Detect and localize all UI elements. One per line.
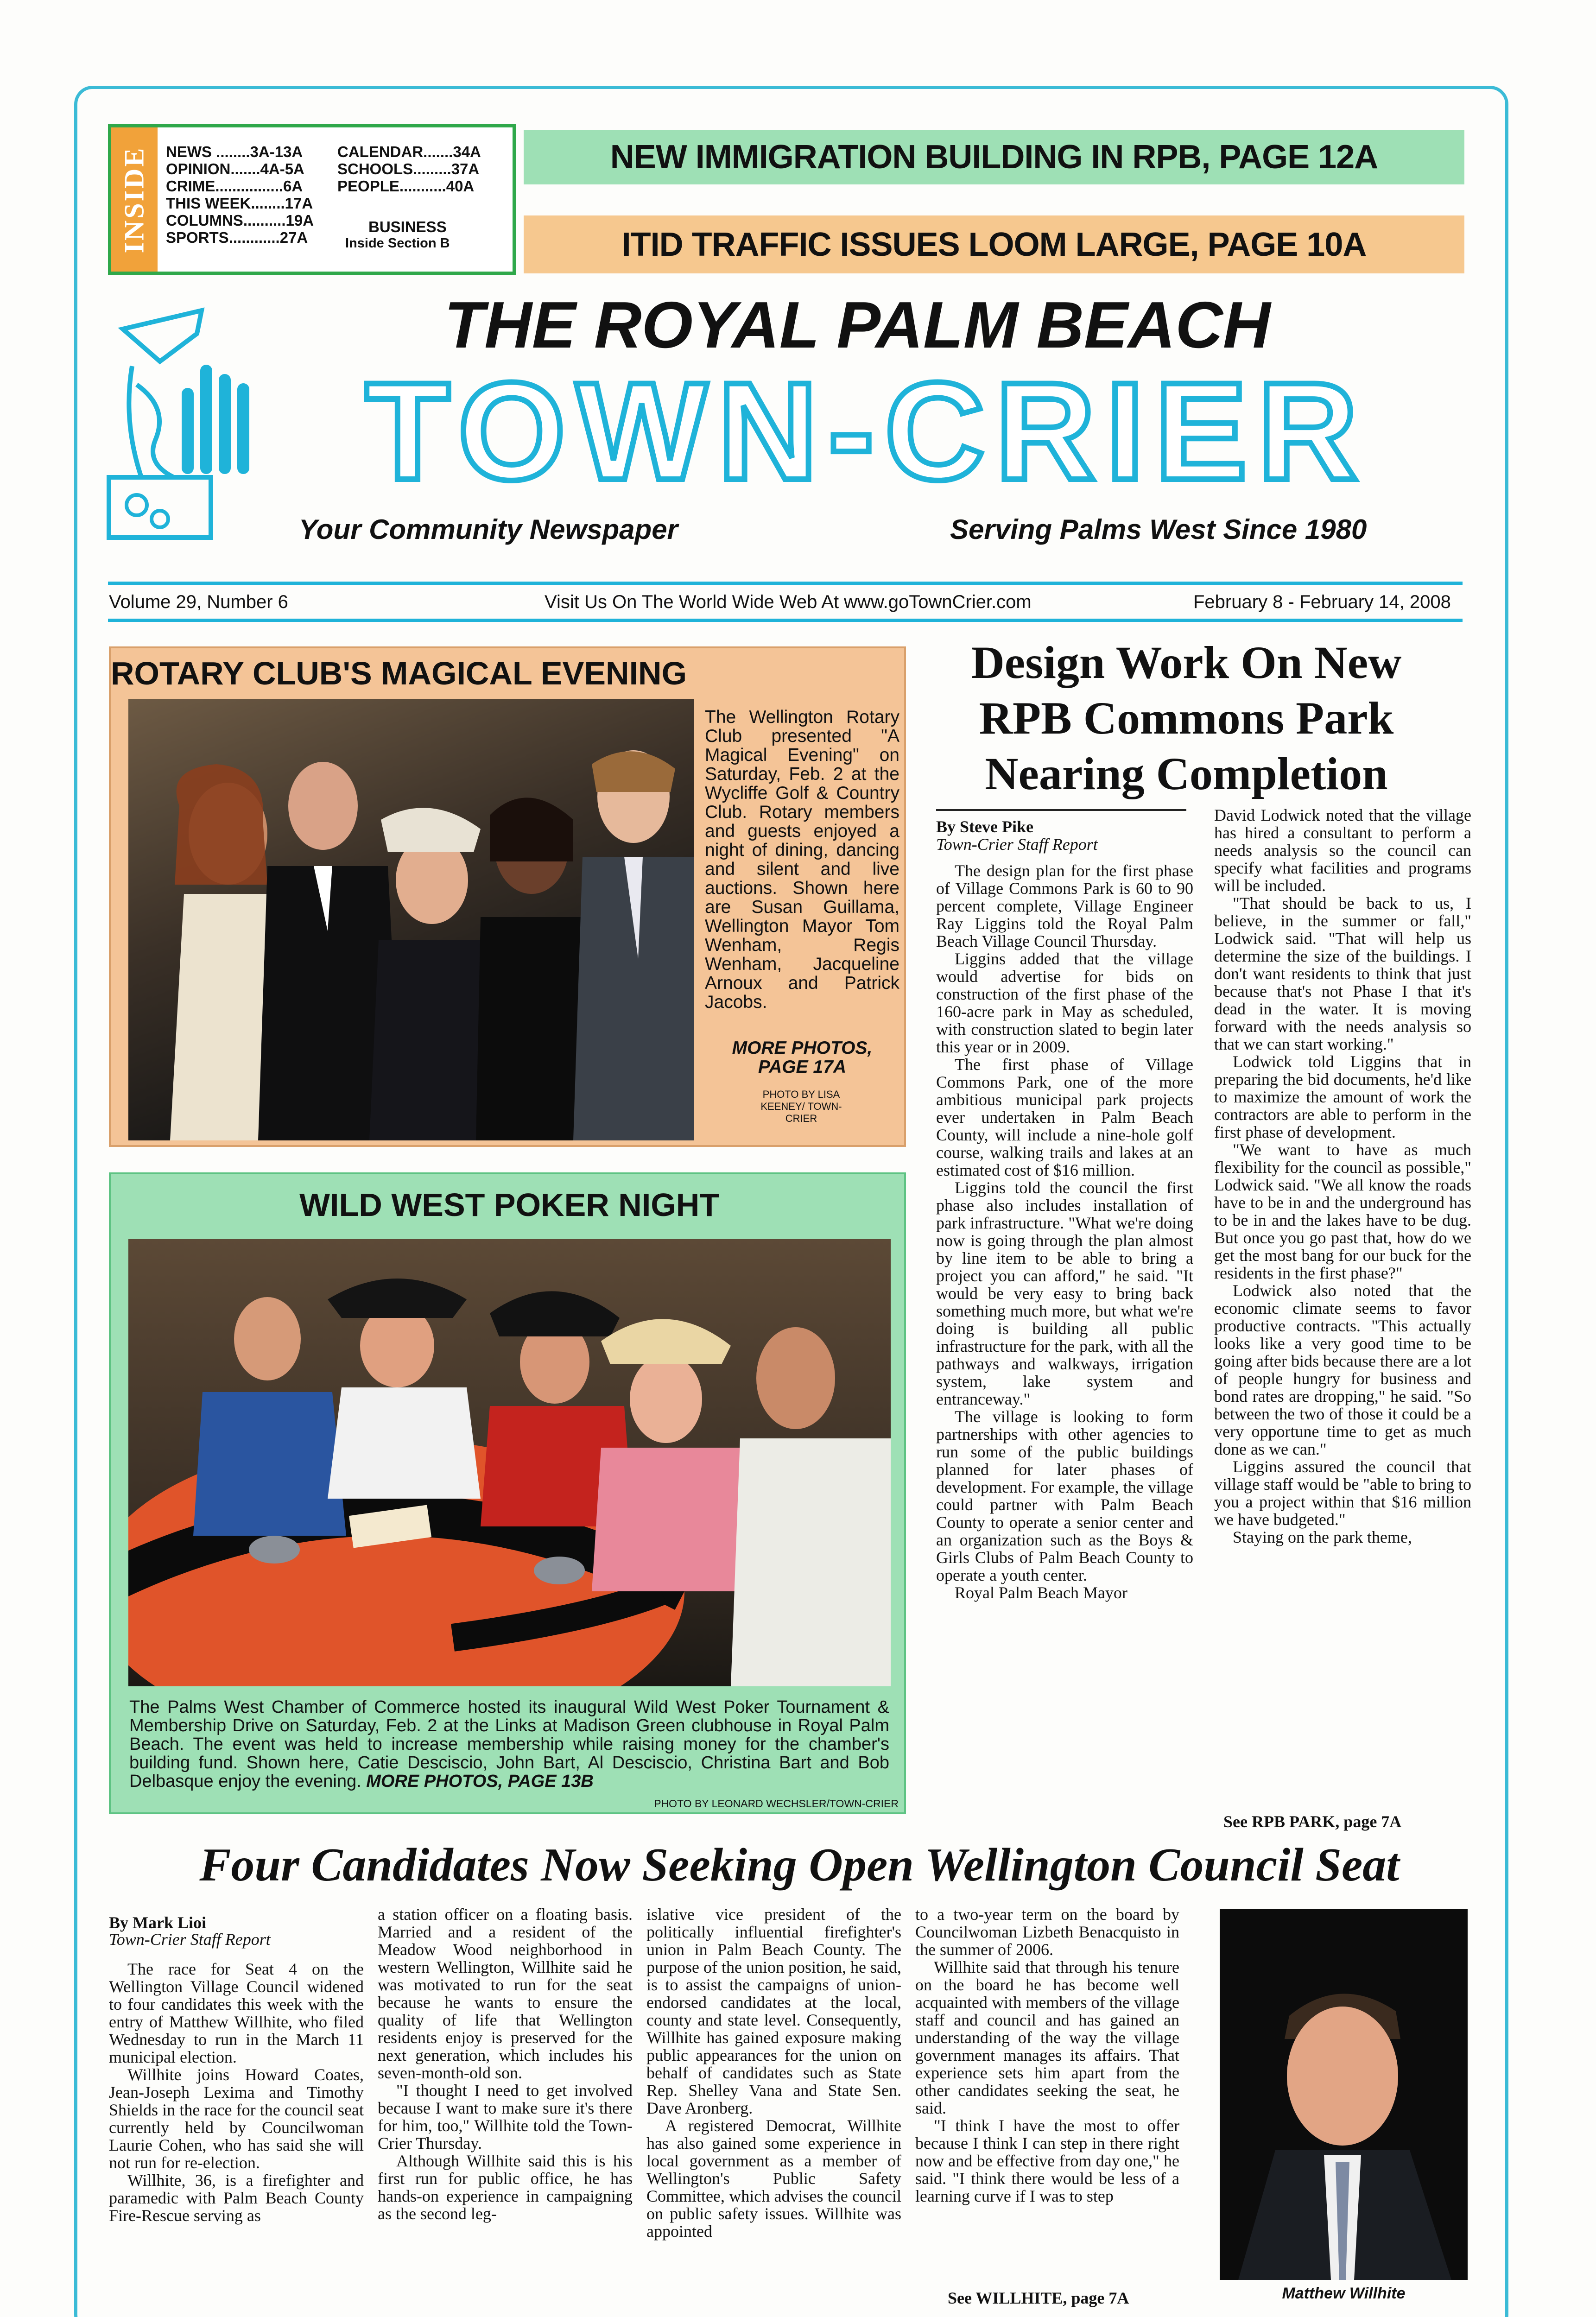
council-column-3 xyxy=(646,1906,901,2240)
council-headline[interactable]: Four Candidates Now Seeking Open Wellington Council Seat xyxy=(199,1839,1400,1891)
paragraph: The first phase of Village Commons Park, one of the more ambitious municipal park projects ever undertaken in Palm Beach County, will include a nine-hole golf course, walking trails and lakes at an estimated cost of $16 million. xyxy=(936,1055,1193,1179)
poker-caption-text: The Palms West Chamber of Commerce hosted its inaugural Wild West Poker Tournament & Membership Drive on Saturday, Feb. 2 at the Links at Madison Green clubhouse in Royal Palm Beach. The event was held to increase membership while raising money for the chamber's building fund. Shown here, Catie Desciscio, John Bart, Al Desciscio, Christina Bart and Bob Delbasque enjoy the evening. xyxy=(129,1697,889,1791)
paragraph: to a two-year term on the board by Councilwoman Lizbeth Benacquisto in the summer of 2006. xyxy=(915,1905,1179,1959)
crier-logo xyxy=(104,301,290,542)
paragraph: "We want to have as much flexibility for the council as possible," Lodwick said. "We all know the roads have to be in and the underground has to be in and the lakes have to be dug. But once you go past that, how do we get the most bang for our buck for the residents in the first phase?" xyxy=(1214,1140,1471,1282)
park-headline[interactable]: Design Work On New RPB Commons Park Nearing Completion xyxy=(971,637,1402,799)
paragraph: David Lodwick noted that the village has hired a consultant to perform a needs analysis so the council can specify what facilities and programs will be included. xyxy=(1214,806,1471,895)
rotary-title: ROTARY CLUB'S MAGICAL EVENING xyxy=(111,655,687,691)
masthead-rule-top xyxy=(108,582,1463,585)
paragraph: islative vice president of the politically influential firefighter's union in Palm Beach County. The purpose of the union position, he said, is to assist the campaigns of union-endorsed candidates at the local, county and state level. Consequently, Willhite has gained exposure making public appearances for the union on behalf of candidates such as State Rep. Shelley Vana and State Sen. Dave Aronberg. xyxy=(646,1905,901,2117)
inside-index-box xyxy=(108,124,516,275)
paragraph: Lodwick also noted that the economic climate seems to favor productive contracts. "This actually looks like a very good time to be going after bids because there are a lot of people hungry for business and bond rates are dropping," he said. "So between the two of those it could be a very opportune time to get as much done as we can." xyxy=(1214,1281,1471,1458)
paragraph: "I think I have the most to offer because I think I can step in there right now and be effective from day one," he said. "I think there would be less of a learning curve if I was to step xyxy=(915,2116,1179,2205)
council-byline: By Mark Lioi xyxy=(109,1913,207,1932)
paragraph: Willhite said that through his tenure on the board he has become well acquainted with members of the village staff and council and has gained an understanding of the way the village government manages its affairs. That experience sets him apart from the other candidates seeking the seat, he said. xyxy=(915,1958,1179,2117)
banner-itid[interactable]: ITID TRAFFIC ISSUES LOOM LARGE, PAGE 10A xyxy=(524,215,1464,273)
park-byline-rule xyxy=(936,809,1186,811)
paragraph: "That should be back to us, I believe, in the summer or fall," Lodwick said. "That will help us determine the size of the buildings. I don't want residents to think that just because that's not Phase I that it's dead in the water. It is moving forward with the needs analysis so that we can start working." xyxy=(1214,894,1471,1053)
park-byline: By Steve Pike xyxy=(936,817,1033,836)
masthead-title-top: THE ROYAL PALM BEACH xyxy=(444,288,1271,362)
council-column-2 xyxy=(378,1906,633,2222)
volume-number: Volume 29, Number 6 xyxy=(109,592,288,612)
rotary-caption: The Wellington Rotary Club presented "A Magical Evening" on Saturday, Feb. 2 at the Wycliffe Golf & Country Club. Rotary members and guests enjoyed a night of dining, dancing and silent and live auctions. Shown here are Susan Guillama, Wellington Mayor Tom Wenham, Regis Wenham, Jacqueline Arnoux and Patrick Jacobs. xyxy=(705,707,899,1012)
paragraph: A registered Democrat, Willhite has also gained some experience in local government as a member of Wellington's Public Safety Committee, which advises the council on public safety issues. Willhite was appointed xyxy=(646,2116,901,2241)
paragraph: The race for Seat 4 on the Wellington Village Council widened to four candidates this week with the entry of Matthew Willhite, who filed Wednesday to run in the March 11 municipal election. xyxy=(109,1960,364,2066)
website-line[interactable]: Visit Us On The World Wide Web At www.goTownCrier.com xyxy=(545,592,1032,612)
masthead-title-big: TOWN-CRIER xyxy=(365,353,1368,509)
tagline-right: Serving Palms West Since 1980 xyxy=(950,514,1367,545)
paragraph: "I thought I need to get involved because I want to make sure it's there for him, too," Willhite told the Town-Crier Thursday. xyxy=(378,2081,633,2152)
poker-photo-box xyxy=(109,1172,906,1814)
poker-photo-credit: PHOTO BY LEONARD WECHSLER/TOWN-CRIER xyxy=(654,1798,899,1810)
paragraph: a station officer on a floating basis. Married and a resident of the Meadow Wood neighborhood in western Wellington, Willhite said he was motivated to run for the seat because he wants to ensure the quality of life that Wellington residents enjoy is preserved for the next generation, which includes his seven-month-old son. xyxy=(378,1905,633,2082)
paragraph: Royal Palm Beach Mayor xyxy=(955,1583,1127,1602)
rotary-photo xyxy=(128,699,694,1140)
council-jump-link[interactable]: See WILLHITE, page 7A xyxy=(948,2289,1129,2307)
paragraph: Staying on the park theme, xyxy=(1233,1528,1412,1546)
index-business-sub: Inside Section B xyxy=(345,236,450,251)
index-column-2: CALENDAR.......34A SCHOOLS.........37A PEOPLE...........40A xyxy=(337,143,481,195)
paragraph: Liggins added that the village would advertise for bids on construction of the first phase of the 160-acre park in May as scheduled, with construction slated to begin later this year or in 2009. xyxy=(936,950,1193,1056)
poker-more-photos[interactable]: MORE PHOTOS, PAGE 13B xyxy=(366,1772,594,1791)
poker-photo xyxy=(128,1239,891,1686)
index-column-1: NEWS ........3A-13A OPINION.......4A-5A CRIME................6A THIS WEEK........17A COLUMNS..........19A SPORTS............27A xyxy=(166,143,314,246)
park-jump-link[interactable]: See RPB PARK, page 7A xyxy=(1223,1812,1402,1831)
paragraph: Willhite, 36, is a firefighter and paramedic with Palm Beach County Fire-Rescue serving as xyxy=(109,2171,364,2225)
paragraph: The design plan for the first phase of Village Commons Park is 60 to 90 percent complete, Village Engineer Ray Liggins told the Royal Palm Beach Village Council Thursday. xyxy=(936,861,1193,950)
poker-caption xyxy=(129,1698,889,1791)
park-byline-role: Town-Crier Staff Report xyxy=(936,835,1098,854)
council-byline-role: Town-Crier Staff Report xyxy=(109,1930,271,1949)
index-business: BUSINESS xyxy=(368,218,447,235)
poker-title: WILD WEST POKER NIGHT xyxy=(299,1187,720,1223)
park-column-2 xyxy=(1214,806,1471,1546)
council-column-4 xyxy=(915,1906,1179,2205)
paragraph: Although Willhite said this is his first run for public office, he has hands-on experience in campaigning as the second leg- xyxy=(378,2152,633,2223)
paragraph: Lodwick told Liggins that in preparing the bid documents, he'd like to maximize the amount of work the contractors are able to perform in the first phase of development. xyxy=(1214,1052,1471,1141)
paragraph: Willhite joins Howard Coates, Jean-Joseph Lexima and Timothy Shields in the race for the council seat currently held by Councilwoman Laurie Cohen, who has said she will not run for re-election. xyxy=(109,2065,364,2172)
banner-immigration[interactable]: NEW IMMIGRATION BUILDING IN RPB, PAGE 12A xyxy=(524,130,1464,184)
council-column-1 xyxy=(109,1960,364,2224)
rotary-photo-box xyxy=(109,646,906,1147)
park-column-1 xyxy=(936,862,1193,1602)
paragraph: Liggins told the council the first phase also includes installation of park infrastructure. "What we're doing now is going through the plan almost by line item to be able to bring a project you can afford," he said. "It would be very easy to bring back something much more, but what we're doing is building all public infrastructure for the park, with all the pathways and walkways, irrigation system, lake system and entranceway." xyxy=(936,1178,1193,1408)
masthead-rule-bottom xyxy=(108,619,1463,622)
inside-tab-label: INSIDE xyxy=(119,146,150,253)
issue-date: February 8 - February 14, 2008 xyxy=(1193,592,1451,612)
paragraph: The village is looking to form partnerships with other agencies to run some of the public buildings planned for later phases of development. For example, the village could partner with Palm Beach County to operate a senior center and an organization such as the Boys & Girls Clubs of Palm Beach County to operate a youth center. xyxy=(936,1407,1193,1584)
tagline-left: Your Community Newspaper xyxy=(299,514,678,545)
mugshot-caption: Matthew Willhite xyxy=(1282,2285,1406,2302)
rotary-photo-credit: PHOTO BY LISA KEENEY/ TOWN-CRIER xyxy=(760,1089,842,1124)
rotary-more-photos[interactable]: MORE PHOTOS, PAGE 17A xyxy=(732,1038,873,1077)
willhite-mugshot xyxy=(1220,1909,1468,2280)
inside-tab xyxy=(111,127,158,272)
paragraph: Liggins assured the council that village staff would be "able to bring to you a project within that $16 million we have budgeted." xyxy=(1214,1457,1471,1529)
